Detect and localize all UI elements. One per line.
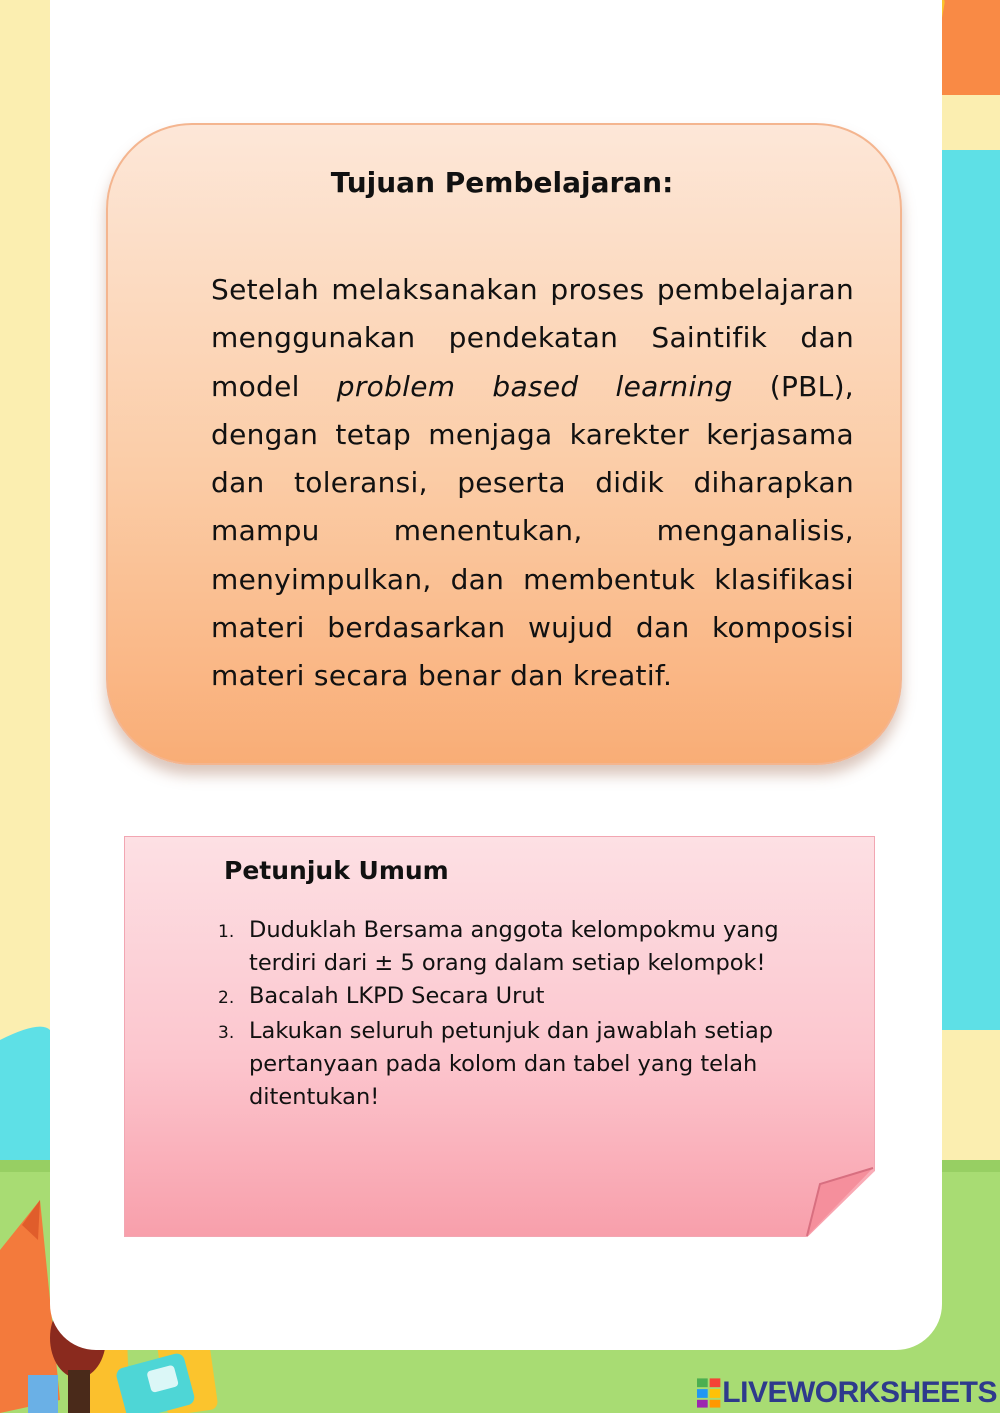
liveworksheets-logo-icon xyxy=(697,1378,722,1408)
list-item xyxy=(218,914,828,980)
learning-objective-title: Tujuan Pembelajaran: xyxy=(330,166,674,199)
list-item-number: 3. xyxy=(218,1023,235,1043)
general-instructions-title: Petunjuk Umum xyxy=(224,856,449,885)
general-instructions-list xyxy=(218,914,828,1114)
liveworksheets-brand: LIVEWORKSHEETS xyxy=(722,1376,997,1409)
list-item-text: Duduklah Bersama anggota kelompokmu yang terdiri dari ± 5 orang dalam setiap kelompok! xyxy=(249,917,779,976)
list-item-number: 1. xyxy=(218,922,235,942)
note-fold-corner xyxy=(800,1166,876,1238)
list-item-text: Lakukan seluruh petunjuk dan jawablah setiap pertanyaan pada kolom dan tabel yang telah ditentukan! xyxy=(249,1018,774,1110)
list-item-text: Bacalah LKPD Secara Urut xyxy=(249,983,545,1009)
list-item xyxy=(218,1015,828,1114)
list-item xyxy=(218,980,828,1015)
list-item-number: 2. xyxy=(218,988,235,1008)
learning-objective-text: Setelah melaksanakan proses pembelajaran menggunakan pendekatan Saintifik dan model problem based learning (PBL), dengan tetap menjaga karekter kerjasama dan toleransi, peserta didik diharapkan mampu menentukan, menganalisis, menyimpulkan, dan membentuk klasifikasi materi berdasarkan wujud dan komposisi materi secara benar dan kreatif. xyxy=(211,273,854,693)
liveworksheets-watermark[interactable] xyxy=(697,1376,997,1410)
